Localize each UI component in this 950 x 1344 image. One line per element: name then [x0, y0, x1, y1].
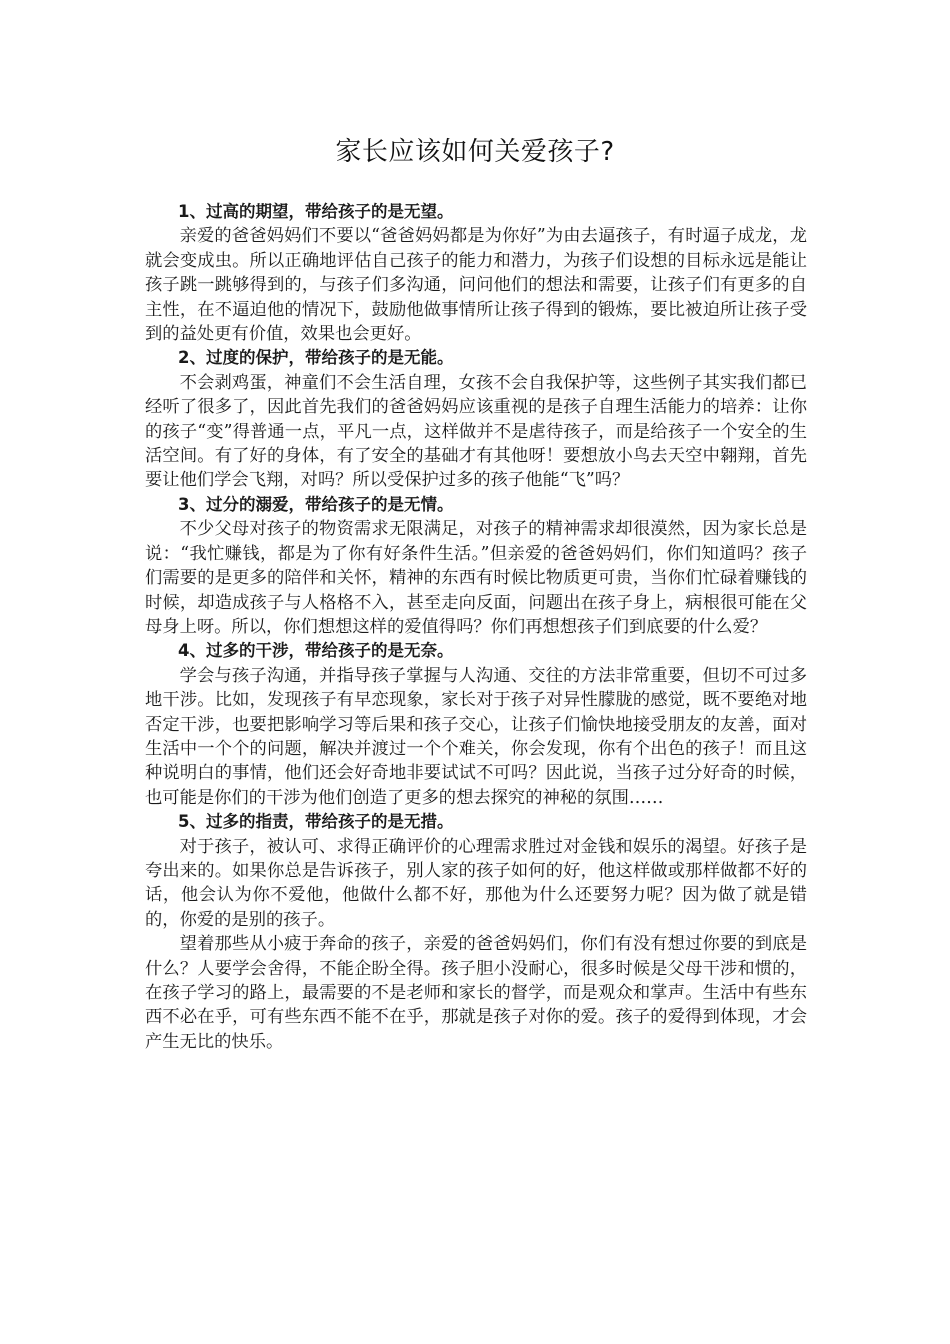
section-heading-5: 5、过多的指责，带给孩子的是无措。 — [178, 812, 454, 832]
section-paragraph-5: 对于孩子，被认可、求得正确评价的心理需求胜过对金钱和娱乐的渴望。好孩子是夸出来的。如果你总是告诉孩子，别人家的孩子如何的好，他这样做或那样做都不好的话，他会认为你不爱他，他做什么都不好，那他为什么还要努力呢？因为做了就是错的，你爱的是别的孩子。 — [145, 836, 807, 930]
section-paragraph-2: 不会剥鸡蛋，神童们不会生活自理，女孩不会自我保护等，这些例子其实我们都已经听了很多了，因此首先我们的爸爸妈妈应该重视的是孩子自理生活能力的培养：让你的孩子“变”得普通一点，平凡一点，这样做并不是虐待孩子，而是给孩子一个安全的生活空间。有了好的身体，有了安全的基础才有其他呀！要想放小鸟去天空中翱翔，首先要让他们学会飞翔，对吗？所以受保护过多的孩子他能“飞”吗？ — [145, 372, 807, 491]
document-body — [145, 200, 807, 1054]
section-paragraph-3: 不少父母对孩子的物资需求无限满足，对孩子的精神需求却很漠然，因为家长总是说：“我忙赚钱，都是为了你有好条件生活。”但亲爱的爸爸妈妈们，你们知道吗？孩子们需要的是更多的陪伴和关怀，精神的东西有时候比物质更可贵，当你们忙碌着赚钱的时候，却造成孩子与人格格不入，甚至走向反面，问题出在孩子身上，病根很可能在父母身上呀。所以，你们想想这样的爱值得吗？你们再想想孩子们到底要的什么爱？ — [145, 519, 807, 637]
section-heading-4: 4、过多的干涉，带给孩子的是无奈。 — [178, 641, 454, 661]
section-paragraph-1: 亲爱的爸爸妈妈们不要以“爸爸妈妈都是为你好”为由去逼孩子，有时逼子成龙，龙就会变成虫。所以正确地评估自己孩子的能力和潜力，为孩子们设想的目标永远是能让孩子跳一跳够得到的，与孩子们多沟通，问问他们的想法和需要，让孩子们有更多的自主性，在不逼迫他的情况下，鼓励他做事情所让孩子得到的锻炼，要比被迫所让孩子受到的益处更有价值，效果也会更好。 — [145, 226, 807, 345]
closing-paragraph: 望着那些从小疲于奔命的孩子，亲爱的爸爸妈妈们，你们有没有想过你要的到底是什么？人要学会舍得，不能企盼全得。孩子胆小没耐心，很多时候是父母干涉和惯的，在孩子学习的路上，最需要的不是老师和家长的督学，而是观众和掌声。生活中有些东西不必在乎，可有些东西不能不在乎，那就是孩子对你的爱。孩子的爱得到体现，才会产生无比的快乐。 — [145, 934, 807, 1052]
page-title: 家长应该如何关爱孩子? — [335, 137, 615, 167]
section-paragraph-4: 学会与孩子沟通，并指导孩子掌握与人沟通、交往的方法非常重要，但切不可过多地干涉。比如，发现孩子有早恋现象，家长对于孩子对异性朦胧的感觉，既不要绝对地否定干涉，也要把影响学习等后果和孩子交心，让孩子们愉快地接受朋友的友善，面对生活中一个个的问题，解决并渡过一个个难关，你会发现，你有个出色的孩子！而且这种说明白的事情，他们还会好奇地非要试试不可吗？因此说，当孩子过分好奇的时候，也可能是你们的干涉为他们创造了更多的想去探究的神秘的氛围…… — [145, 665, 807, 808]
section-heading-2: 2、过度的保护，带给孩子的是无能。 — [178, 348, 454, 368]
section-heading-1: 1、过高的期望，带给孩子的是无望。 — [178, 202, 454, 221]
section-heading-3: 3、过分的溺爱，带给孩子的是无情。 — [178, 494, 454, 514]
